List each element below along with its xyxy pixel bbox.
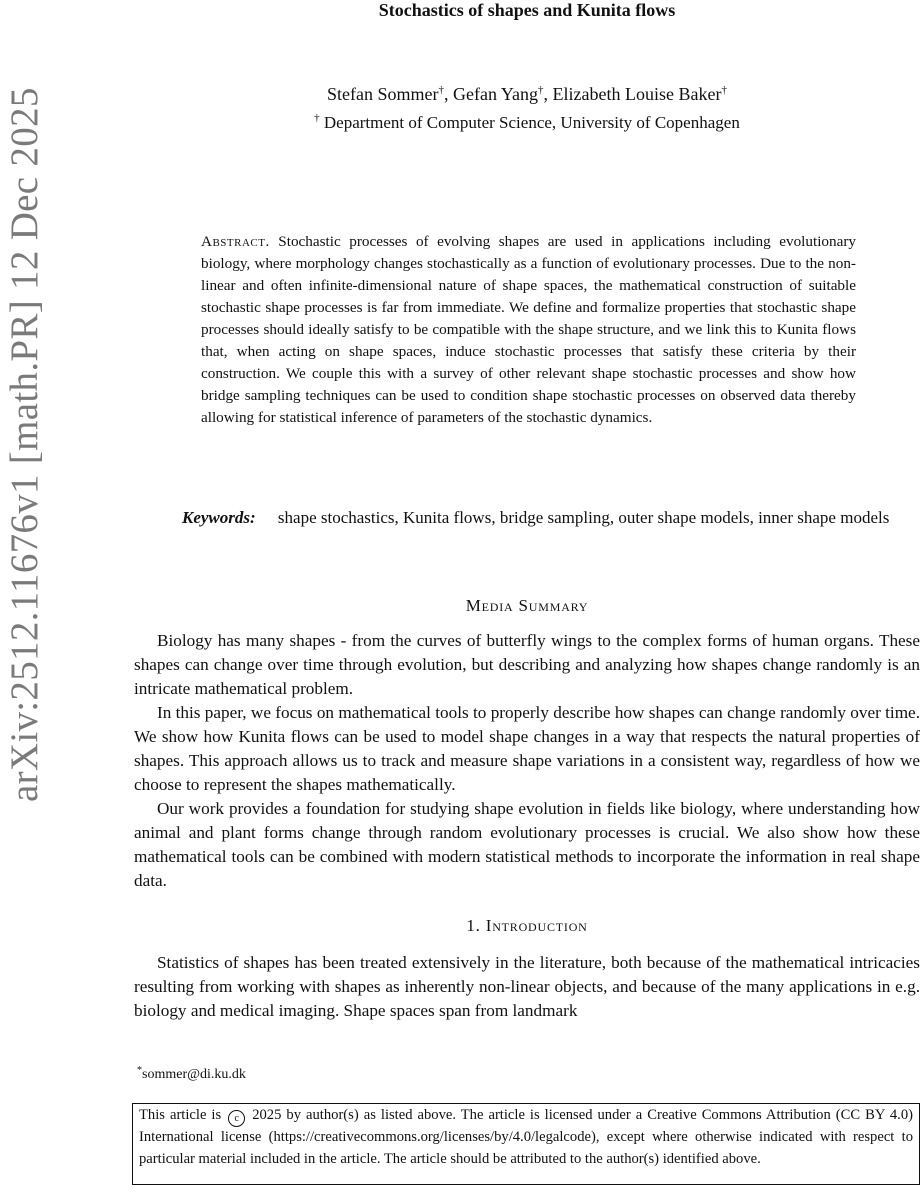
keywords-label: Keywords: (182, 508, 256, 527)
paragraph: Biology has many shapes - from the curves of butterfly wings to the complex forms of human organs. These shapes can change over time through evolution, but describing and analyzing how shapes change randomly is an intricate mathematical problem. (134, 631, 920, 698)
author-mark: † (721, 84, 727, 96)
license-box (132, 1103, 920, 1185)
paper-title: Stochastics of shapes and Kunita flows (378, 0, 676, 20)
footnote-email: sommer@di.ku.dk (142, 1067, 246, 1082)
media-summary-body (134, 629, 920, 893)
copyright-icon: c (228, 1110, 245, 1127)
license-text-before: This article is (139, 1107, 222, 1123)
abstract-label: Abstract. (201, 233, 270, 250)
arxiv-identifier: arXiv:2512.11676v1 [math.PR] 12 Dec 2025 (3, 87, 46, 802)
keywords-text: shape stochastics, Kunita flows, bridge sampling, outer shape models, inner shape models (277, 508, 890, 527)
affiliation-text: Department of Computer Science, University of Copenhagen (323, 113, 740, 132)
author-list: Stefan Sommer†, Gefan Yang†, Elizabeth Louise Baker† (327, 84, 727, 104)
paragraph: Our work provides a foundation for studying shape evolution in fields like biology, where understanding how animal and plant forms change through random evolutionary processes is crucial. We also show how these mathematical tools can be combined with modern statistical methods to incorporate the information in real shape data. (134, 799, 920, 890)
abstract (201, 231, 856, 429)
abstract-text: Stochastic processes of evolving shapes are used in applications including evolutionary biology, where morphology changes stochastically as a function of evolutionary processes. Due to the non-linear and often infinite-dimensional nature of shape spaces, the mathematical construction of suitable stochastic shape processes is far from immediate. We define and formalize properties that stochastic shape processes should ideally satisfy to be compatible with the shape structure, and we link this to Kunita flows that, when acting on shape spaces, induce stochastic processes that satisfy these criteria by their construction. We couple this with a survey of other relevant shape stochastic processes and show how bridge sampling techniques can be used to condition shape stochastic processes on observed data thereby allowing for statistical inference of parameters of the stochastic dynamics. (201, 233, 857, 426)
paragraph: In this paper, we focus on mathematical tools to properly describe how shapes can change randomly over time. We show how Kunita flows can be used to model shape changes in a way that respects the natural properties of shapes. This approach allows us to track and measure shape variations in a consistent way, regardless of how we choose to represent the shapes mathematically. (134, 703, 920, 794)
keywords (134, 506, 920, 530)
affiliation-mark: † (314, 112, 320, 124)
license-text-after: 2025 by author(s) as listed above. The article is licensed under a Creative Commons Attribution (CC BY 4.0) International license (https://creativecommons.org/licenses/by/4.0/legalcode), except where otherwise indicated with respect to particular material included in the article. The article should be attributed to the author(s) identified above. (139, 1107, 913, 1167)
footnote-mark: * (137, 1065, 142, 1076)
author-mark: † (438, 84, 445, 96)
affiliation (134, 113, 920, 133)
paragraph: Statistics of shapes has been treated extensively in the literature, both because of the mathematical intricacies resulting from working with shapes as inherently non-linear objects, and because of the many applications in e.g. biology and medical imaging. Shape spaces span from landmark (134, 953, 920, 1020)
media-summary-heading: Media Summary (465, 596, 589, 615)
introduction-heading: 1. Introduction (466, 916, 588, 935)
author-name: Stefan Sommer (327, 84, 439, 104)
author-mark: † (538, 84, 544, 96)
introduction-body (134, 951, 920, 1023)
footnote (137, 1067, 637, 1083)
author-name: Elizabeth Louise Baker (552, 84, 722, 104)
author-name: Gefan Yang (453, 84, 539, 104)
